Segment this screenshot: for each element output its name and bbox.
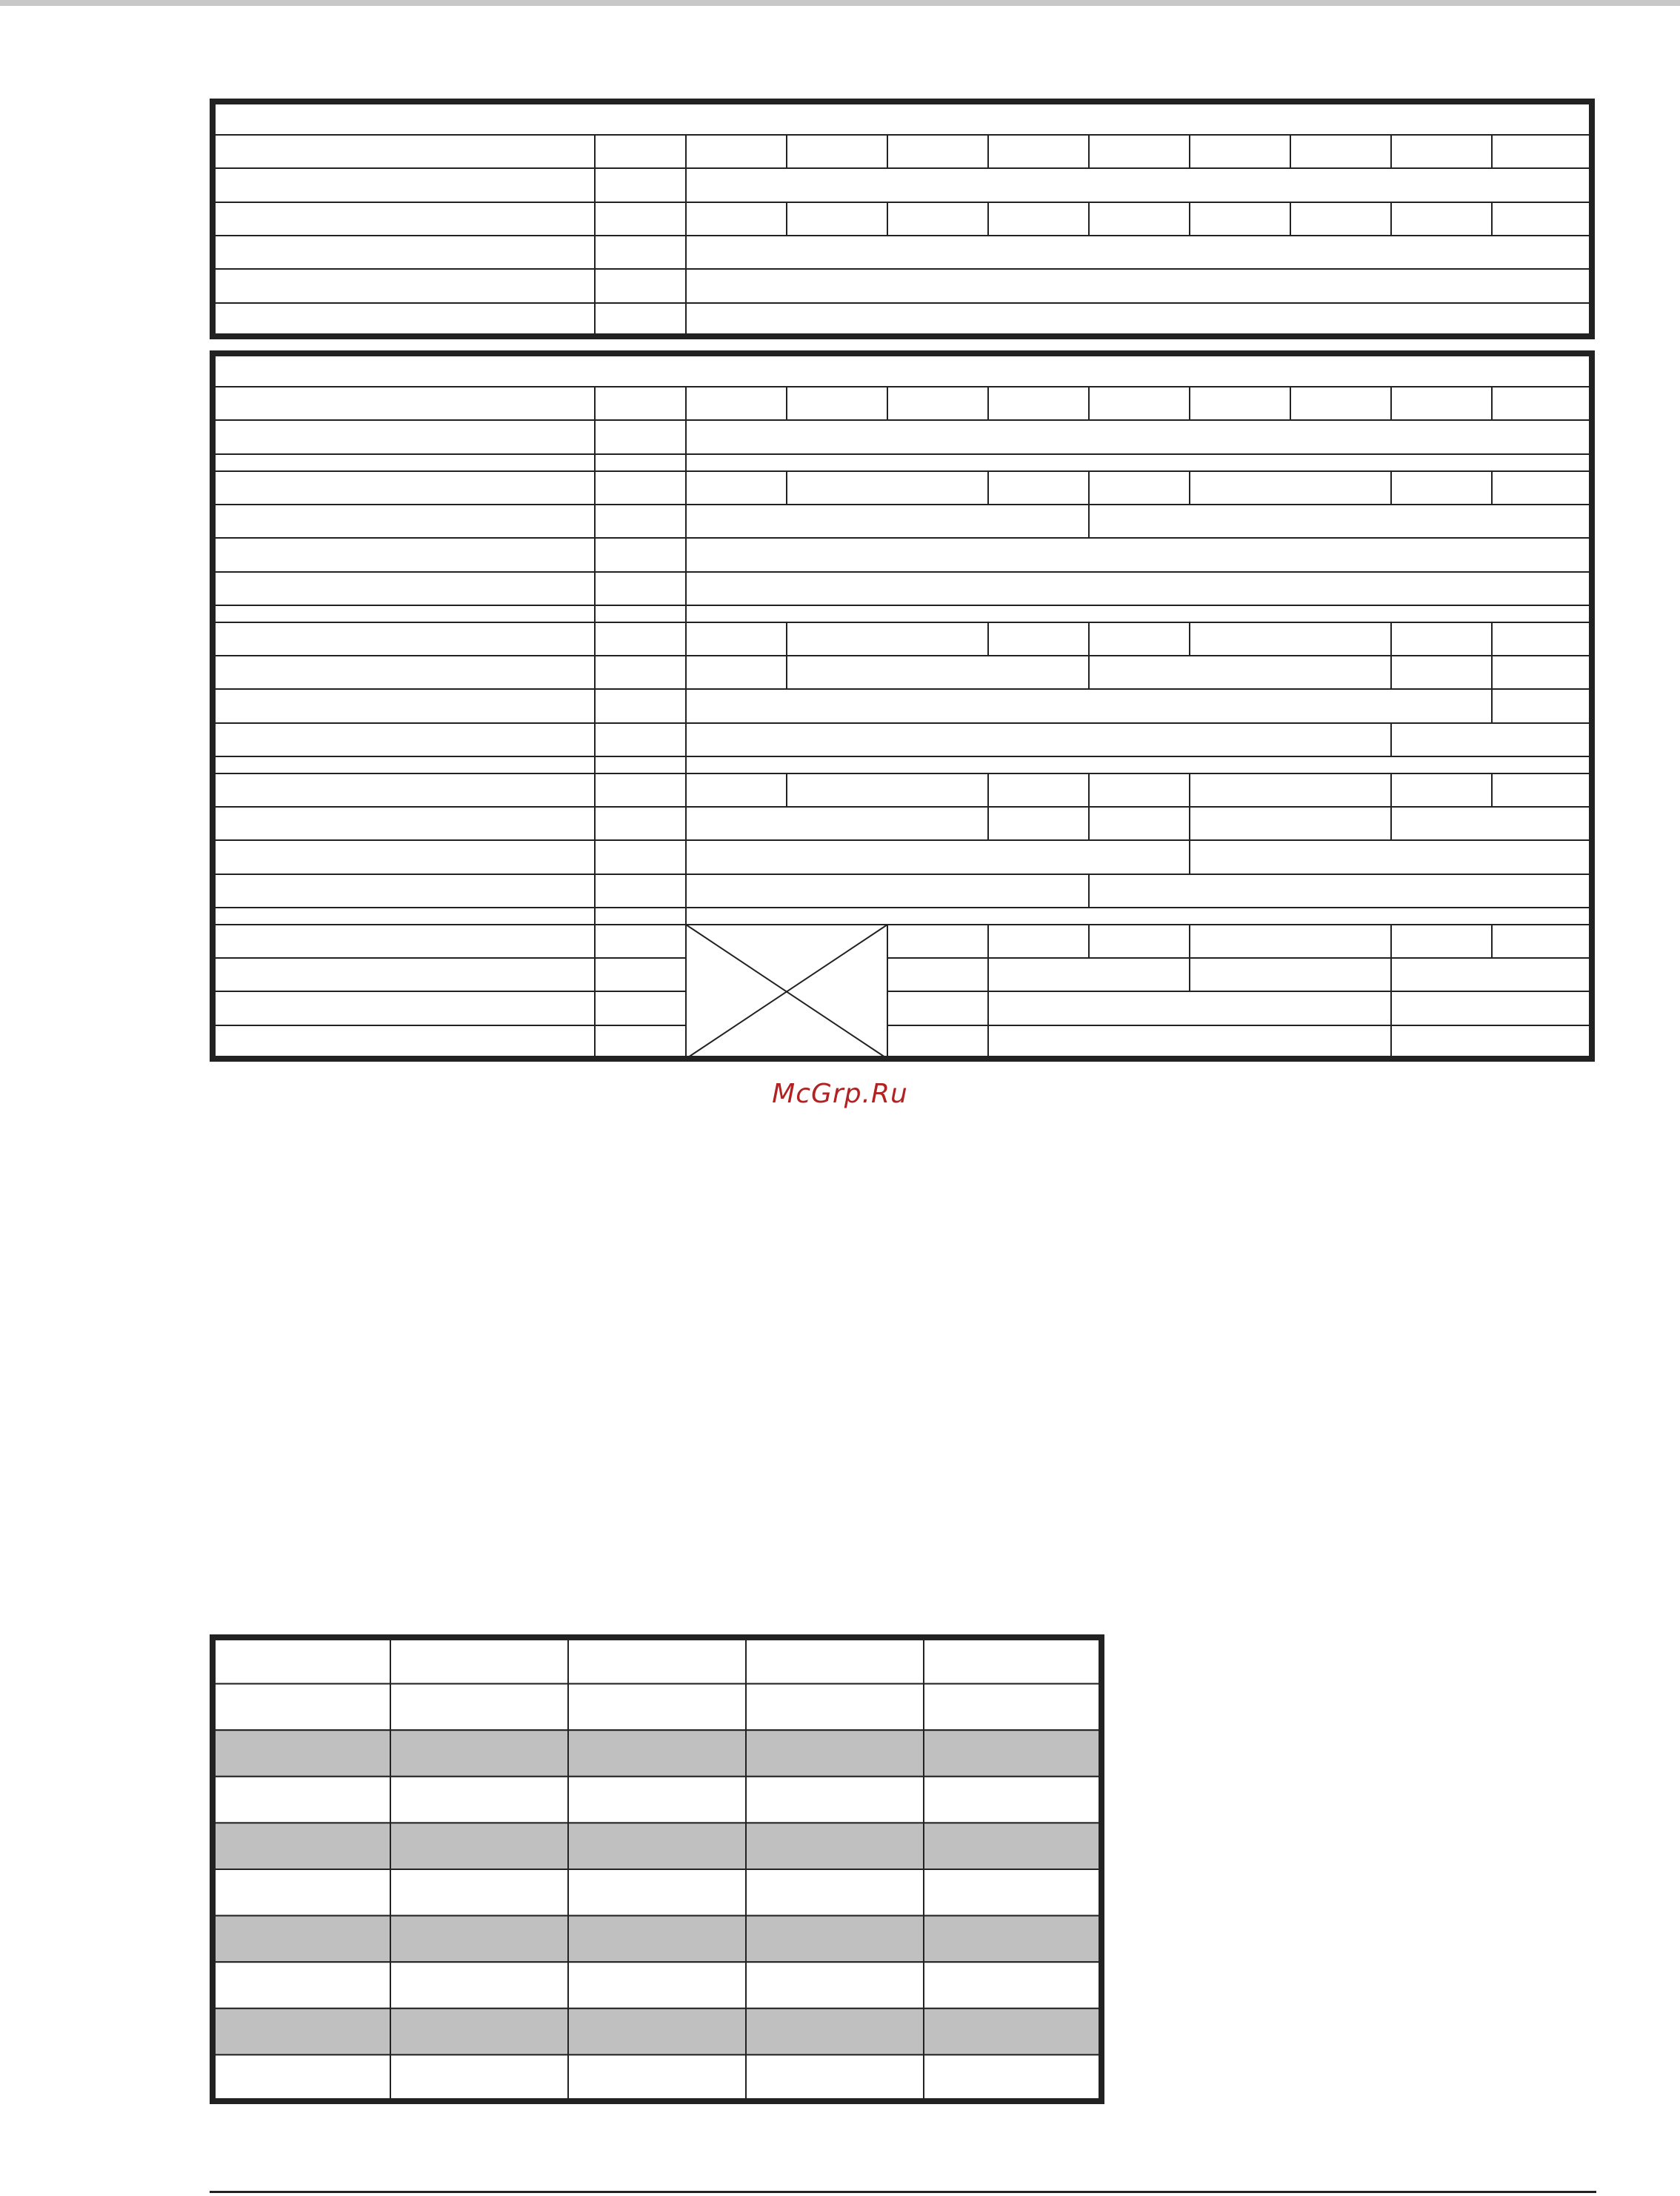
table-cell [390,1823,568,1869]
table-cell [390,2009,568,2055]
table-cell [390,2054,568,2101]
table-cell [568,2054,746,2101]
table-cell [390,1684,568,1731]
spec-table-2 [213,353,1592,1059]
table-cell [568,1916,746,1963]
footer-rule [210,2191,1596,2193]
table-cell [746,1684,924,1731]
spec-table-1 [213,102,1592,336]
table-cell [924,1916,1101,1963]
table-cell [746,1730,924,1777]
table-cell [746,1823,924,1869]
table-cell [213,2054,390,2101]
table-cell [213,1962,390,2009]
table-cell [924,1823,1101,1869]
watermark: McGrp.Ru [772,1079,908,1109]
table-cell [568,2009,746,2055]
table-cell [213,1916,390,1963]
bottom-table [213,1637,1101,2101]
table-cell [746,2054,924,2101]
table-cell [568,1777,746,1823]
table-cell [213,2009,390,2055]
table-cell [924,1869,1101,1916]
table-cell [390,1637,568,1684]
table-cell [213,1777,390,1823]
table-cell [924,1684,1101,1731]
table-cell [746,2009,924,2055]
table-cell [746,1916,924,1963]
table-cell [568,1823,746,1869]
table-cell [390,1869,568,1916]
table-cell [568,1730,746,1777]
table-cell [213,1637,390,1684]
table-cell [568,1637,746,1684]
table-cell [213,1823,390,1869]
table-cell [213,1730,390,1777]
table-cell [390,1916,568,1963]
table-cell [924,1637,1101,1684]
table-cell [924,2009,1101,2055]
table-cell [568,1869,746,1916]
table-cell [746,1869,924,1916]
table-cell [924,1730,1101,1777]
table-cell [924,2054,1101,2101]
table-cell [924,1962,1101,2009]
table-cell [568,1962,746,2009]
table-cell [390,1962,568,2009]
table-cell [746,1962,924,2009]
table-cell [746,1777,924,1823]
table-cell [390,1730,568,1777]
table-cell [213,1684,390,1731]
table-cell [213,1869,390,1916]
table-cell [390,1777,568,1823]
table-cell [746,1637,924,1684]
table-cell [568,1684,746,1731]
table-cell [924,1777,1101,1823]
